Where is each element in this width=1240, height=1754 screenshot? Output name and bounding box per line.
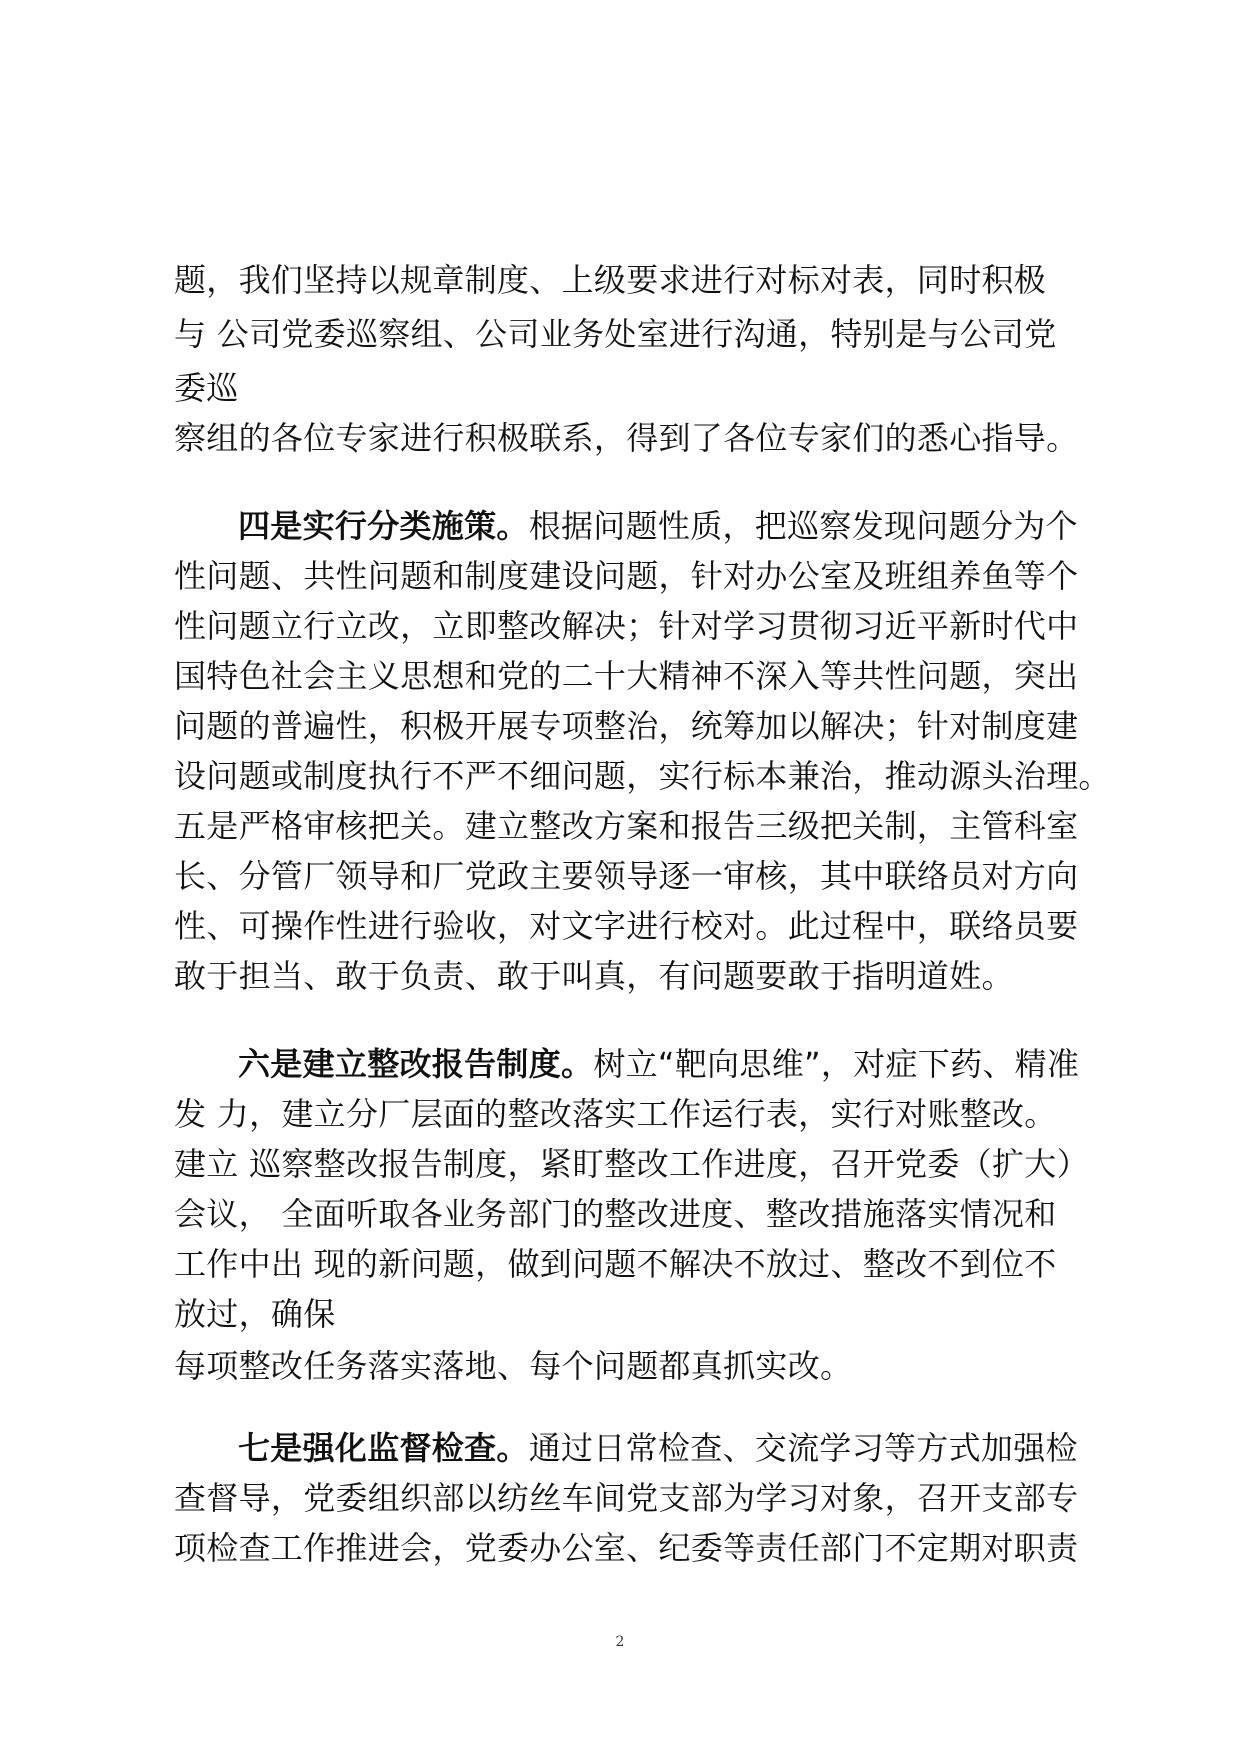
text-line: 每项整改任务落实落地、每个问题都真抓实改。 [174, 1347, 853, 1385]
text-span: 根据问题性质，把巡察发现问题分为个 [528, 507, 1078, 545]
text-line: 工作中出 现的新问题，做到问题不解决不放过、整改不到位不 [174, 1245, 1057, 1283]
paragraph-heading: 六是建立整改报告制度。 [238, 1045, 594, 1083]
text-line: 性问题立行立改，立即整改解决；针对学习贯彻习近平新时代中 [174, 607, 1079, 645]
text-line: 察组的各位专家进行积极联系，得到了各位专家们的悉心指导。 [174, 419, 1079, 457]
text-line: 建立 巡察整改报告制度，紧盯整改工作进度，召开党委（扩大） [174, 1145, 1089, 1183]
text-line: 问题的普遍性，积极开展专项整治，统筹加以解决；针对制度建 [174, 707, 1079, 745]
text-line: 放过，确保 [174, 1295, 336, 1333]
text-line: 敢于担当、敢于负责、敢于叫真，有问题要敢于指明道姓。 [174, 957, 1014, 995]
text-span: 树立“靶向思维”，对症下药、精准 [593, 1045, 1080, 1083]
text-line [238, 1428, 1078, 1468]
text-line: 性问题、共性问题和制度建设问题，针对办公室及班组养鱼等个 [174, 557, 1079, 595]
text-line: 委巡 [174, 369, 239, 407]
text-line [238, 1044, 1079, 1084]
page-number: 2 [615, 1634, 625, 1650]
text-line: 长、分管厂领导和厂党政主要领导逐一审核，其中联络员对方向 [174, 857, 1079, 895]
text-line: 与 公司党委巡察组、公司业务处室进行沟通，特别是与公司党 [174, 315, 1057, 353]
text-line [238, 506, 1078, 546]
text-line: 项检查工作推进会，党委办公室、纪委等责任部门不定期对职责 [174, 1529, 1079, 1567]
text-line: 会议， 全面听取各业务部门的整改进度、整改措施落实情况和 [174, 1195, 1057, 1233]
text-line: 查督导，党委组织部以纺丝车间党支部为学习对象，召开支部专 [174, 1479, 1079, 1517]
text-line: 发 力，建立分厂层面的整改落实工作运行表，实行对账整改。 [174, 1095, 1057, 1133]
paragraph-heading: 四是实行分类施策。 [238, 507, 529, 545]
text-line: 五是严格审核把关。建立整改方案和报告三级把关制，主管科室 [174, 807, 1079, 845]
text-line: 题，我们坚持以规章制度、上级要求进行对标对表，同时积极 [174, 261, 1047, 299]
text-line: 性、可操作性进行验收，对文字进行校对。此过程中，联络员要 [174, 907, 1079, 945]
text-span: 通过日常检查、交流学习等方式加强检 [528, 1429, 1078, 1467]
text-line: 设问题或制度执行不严不细问题，实行标本兼治，推动源头治理。 [174, 757, 1111, 795]
text-line: 国特色社会主义思想和党的二十大精神不深入等共性问题，突出 [174, 657, 1079, 695]
paragraph-heading: 七是强化监督检查。 [238, 1429, 529, 1467]
